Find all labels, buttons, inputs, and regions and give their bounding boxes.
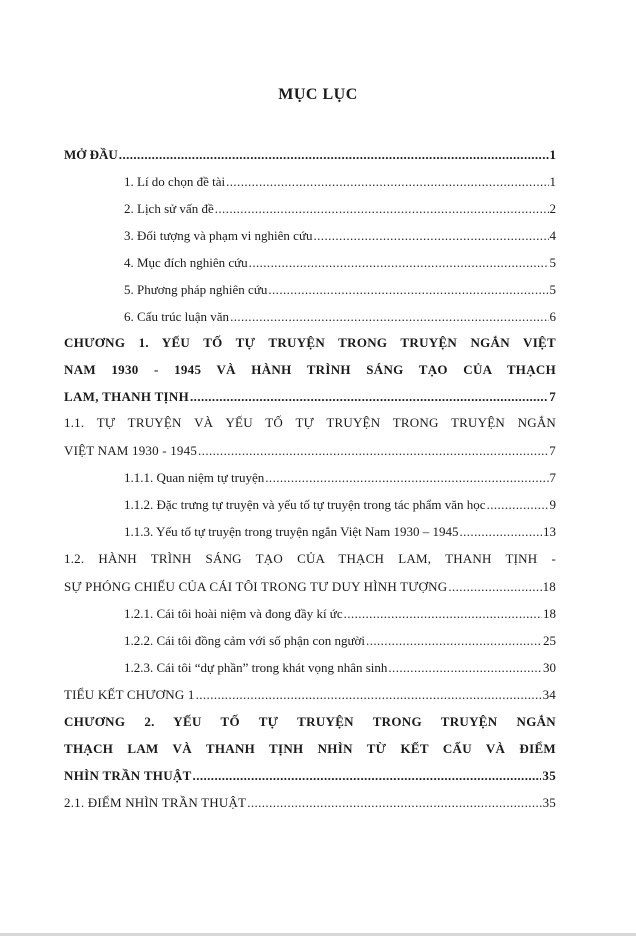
toc-chapter2-line3[interactable] [64,767,556,785]
toc-entry[interactable] [124,308,556,326]
toc-page-number: 2 [549,201,556,216]
toc-chapter1-line2[interactable]: NAM 1930 - 1945 VÀ HÀNH TRÌNH SÁNG TẠO CỦA THẠCH [64,362,556,377]
toc-page-number: 1 [549,147,556,162]
toc-entry[interactable] [124,605,556,623]
leader-dots [448,578,541,596]
toc-entry-label: 5. Phương pháp nghiên cứu [124,282,268,297]
toc-page-number: 7 [549,470,556,485]
leader-dots [198,442,548,460]
toc-entry-label: NHÌN TRẦN THUẬT [64,768,192,783]
toc-page-number: 7 [549,389,556,404]
toc-entry-label: TIỂU KẾT CHƯƠNG 1 [64,687,195,702]
toc-entry-label: VIỆT NAM 1930 - 1945 [64,443,198,458]
leader-dots [344,605,542,623]
toc-entry-label: LAM, THANH TỊNH [64,389,190,404]
toc-entry[interactable] [124,469,556,487]
toc-page-number: 30 [543,660,556,675]
toc-entry-label: 1.1.2. Đặc trưng tự truyện và yếu tố tự truyện trong tác phẩm văn học [124,497,486,512]
toc-chapter1-line3[interactable] [64,388,556,406]
toc-entry[interactable] [124,659,556,677]
leader-dots [265,469,548,487]
toc-entry[interactable] [124,254,556,272]
toc-entry-label: 1.2.3. Cái tôi “dự phần” trong khát vọng nhân sinh [124,660,388,675]
toc-page-number: 5 [549,255,556,270]
toc-page-number: 35 [542,795,556,810]
page-title: MỤC LỤC [278,86,358,103]
leader-dots [247,794,541,812]
toc-page-number: 34 [542,687,556,702]
toc-entry-label: 2.1. ĐIỂM NHÌN TRẦN THUẬT [64,795,247,810]
toc-entry-label: 2. Lịch sử vấn đề [124,201,214,216]
toc-entry-tieu-ket[interactable] [64,686,556,704]
toc-page-number: 9 [549,497,556,512]
toc-entry-label: 1. Lí do chọn đề tài [124,174,226,189]
toc-entry[interactable] [124,227,556,245]
leader-dots [366,632,542,650]
leader-dots [119,146,549,164]
toc-entry-label: 1.1.1. Quan niệm tự truyện [124,470,265,485]
toc-entry-label: 1.2.1. Cái tôi hoài niệm và đong đầy kí ức [124,606,343,621]
toc-section-1-1-line2[interactable] [64,442,556,460]
toc-page-number: 7 [549,443,556,458]
leader-dots [193,767,542,785]
toc-section-1-2-line2[interactable] [64,578,556,596]
toc-entry-label: MỞ ĐẦU [64,147,118,162]
toc-page-number: 5 [549,282,556,297]
toc-entry-label: SỰ PHÓNG CHIẾU CỦA CÁI TÔI TRONG TƯ DUY HÌNH TƯỢNG [64,579,448,594]
toc-entry[interactable] [124,523,556,541]
leader-dots [249,254,549,272]
toc-chapter2-line1[interactable]: CHƯƠNG 2. YẾU TỐ TỰ TRUYỆN TRONG TRUYỆN NGẮN [64,714,556,729]
toc-entry[interactable] [124,173,556,191]
toc-page-number: 13 [543,524,556,539]
toc-entry-label: 3. Đối tượng và phạm vi nghiên cứu [124,228,313,243]
toc-page-number: 25 [543,633,556,648]
toc-entry-label: 1.2.2. Cái tôi đồng cảm với số phận con người [124,633,366,648]
toc-entry-label: 1.1.3. Yếu tố tự truyện trong truyện ngắn Việt Nam 1930 – 1945 [124,524,459,539]
toc-entry-mo-dau[interactable] [64,146,556,164]
toc-entry[interactable] [124,496,556,514]
toc-chapter2-line2[interactable]: THẠCH LAM VÀ THANH TỊNH NHÌN TỪ KẾT CẤU VÀ ĐIỂM [64,741,556,756]
leader-dots [230,308,548,326]
leader-dots [226,173,548,191]
toc-page-number: 4 [549,228,556,243]
toc-entry-label: 6. Cấu trúc luận văn [124,309,230,324]
toc-entry-section-2-1[interactable] [64,794,556,812]
leader-dots [314,227,549,245]
toc-section-1-2-line1[interactable]: 1.2. HÀNH TRÌNH SÁNG TẠO CỦA THẠCH LAM, THANH TỊNH - [64,551,556,566]
toc-entry[interactable] [124,632,556,650]
leader-dots [215,200,549,218]
leader-dots [388,659,542,677]
toc-entry[interactable] [124,200,556,218]
toc-entry[interactable] [124,281,556,299]
leader-dots [459,523,542,541]
toc-page-number: 18 [542,579,556,594]
leader-dots [196,686,542,704]
toc-page-number: 18 [543,606,556,621]
leader-dots [190,388,548,406]
toc-chapter1-line1[interactable]: CHƯƠNG 1. YẾU TỐ TỰ TRUYỆN TRONG TRUYỆN NGẮN VIỆT [64,335,556,350]
toc-entry-label: 4. Mục đích nghiên cứu [124,255,248,270]
toc-section-1-1-line1[interactable]: 1.1. TỰ TRUYỆN VÀ YẾU TỐ TỰ TRUYỆN TRONG TRUYỆN NGẮN [64,415,556,430]
toc-page-number: 35 [542,768,556,783]
toc-page-number: 6 [549,309,556,324]
leader-dots [268,281,548,299]
leader-dots [487,496,549,514]
toc-page-number: 1 [549,174,556,189]
